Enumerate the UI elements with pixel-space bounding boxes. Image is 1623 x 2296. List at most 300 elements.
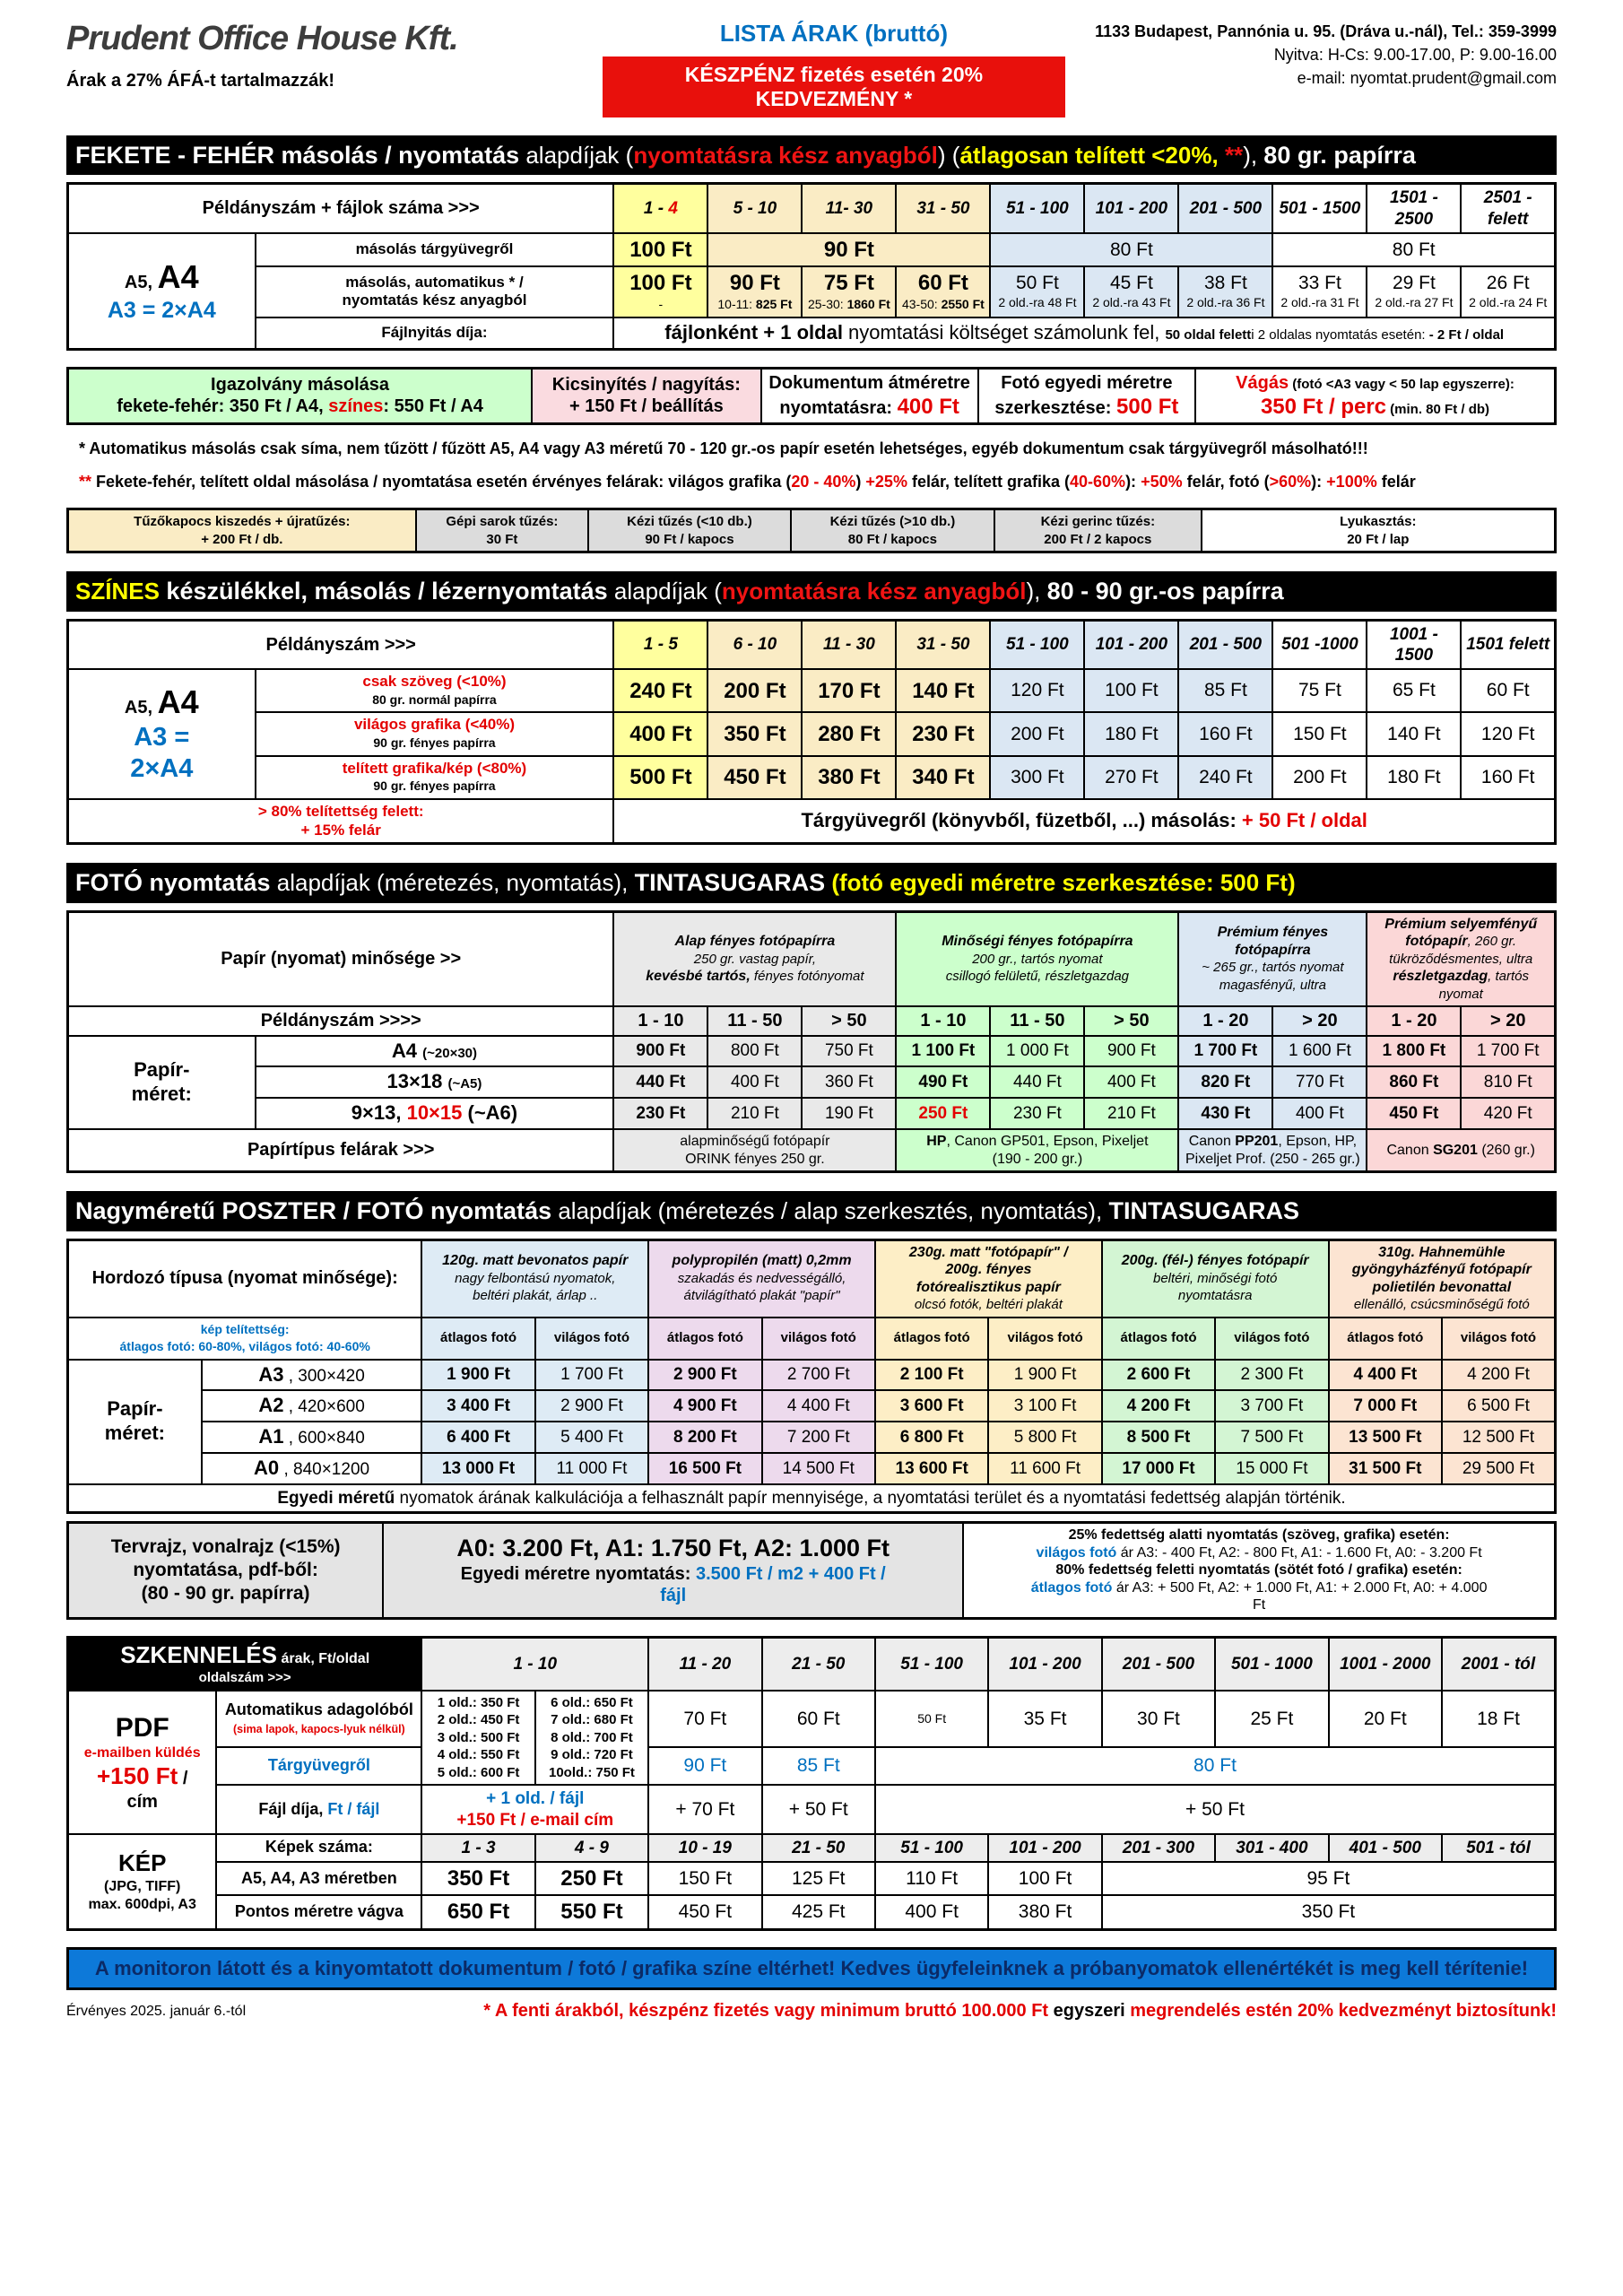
table-cell	[1367, 669, 1461, 712]
text-part: (80 - 90 gr. papírra)	[141, 1582, 310, 1604]
text-part: 51 - 100	[1006, 198, 1069, 218]
table-cell	[762, 1637, 875, 1691]
text-part: 51 - 100	[900, 1654, 964, 1674]
text-part: Minőségi fényes fotópapírra	[942, 934, 1133, 950]
photo-edit-box	[978, 368, 1195, 424]
table-cell	[613, 911, 896, 1006]
text-part: 1860 Ft	[846, 297, 890, 312]
text-part: 1501 - 2500	[1389, 188, 1438, 229]
text-part: egyszeri	[1053, 2001, 1125, 2022]
text-part: > 20	[1302, 1011, 1338, 1031]
table-cell	[990, 1098, 1084, 1129]
table-row	[68, 368, 1556, 424]
text-part: alapdíjak (méretezés / alap szerkesztés, nyomtatás),	[551, 1197, 1109, 1225]
text-part: e-mailben küldés	[83, 1745, 201, 1761]
text-part: ):	[1125, 473, 1141, 491]
table-cell	[875, 1360, 988, 1391]
text-part: átlagos fotó	[440, 1330, 517, 1346]
text-part: 4 900 Ft	[673, 1396, 737, 1416]
table-cell	[1178, 1066, 1272, 1098]
table-cell	[1178, 266, 1272, 317]
text-part: (~A6)	[462, 1101, 518, 1125]
table-cell	[68, 1006, 614, 1035]
table-cell	[1442, 1691, 1556, 1747]
table-cell	[990, 184, 1084, 233]
text-part: Canon	[1188, 1134, 1236, 1150]
table-cell	[707, 712, 802, 755]
text-part: 2×A4	[130, 754, 194, 784]
table-row	[68, 266, 1556, 317]
text-part: 1 700 Ft	[1476, 1041, 1540, 1061]
text-part: , tartós nyomat	[1438, 969, 1530, 1002]
text-part: 400 Ft	[1295, 1104, 1344, 1124]
table-cell	[613, 1006, 707, 1035]
paper-size-cell	[68, 1360, 202, 1484]
text-part: 140 Ft	[1387, 723, 1441, 744]
text-part: 201 - 500	[1189, 198, 1263, 218]
text-part: i 2 oldalas nyomtatás esetén:	[1251, 326, 1429, 343]
text-part: 1 800 Ft	[1382, 1041, 1446, 1061]
text-part: Példányszám + fájlok száma >>>	[202, 198, 480, 219]
text-part: 400 Ft	[730, 1073, 779, 1092]
table-cell	[1461, 1098, 1555, 1129]
text-part: 4 - 9	[574, 1838, 609, 1857]
text-part: beltéri plakát, árlap ..	[473, 1288, 598, 1304]
text-part: A4	[157, 683, 199, 721]
table-cell	[988, 1360, 1101, 1391]
table-cell	[1215, 1453, 1328, 1484]
text-part: 230 Ft	[1012, 1104, 1062, 1124]
saddle-staple-box	[994, 509, 1202, 552]
text-part: 95 Ft	[1306, 1867, 1350, 1889]
text-part: (190 - 200 gr.)	[992, 1151, 1083, 1167]
text-part: 2 old.-ra 48 Ft	[998, 295, 1077, 310]
text-part: Kicsinyítés / nagyítás:	[551, 375, 741, 396]
discount-note	[483, 2001, 1557, 2022]
text-part: +100%	[1326, 473, 1377, 491]
table-cell	[535, 1453, 648, 1484]
text-part: világos fotó	[1036, 1544, 1117, 1561]
text-part: 2 old.-ra 27 Ft	[1375, 295, 1454, 310]
table-cell	[1215, 1422, 1328, 1453]
text-part: , 600×840	[283, 1429, 365, 1448]
section-title-photo	[66, 863, 1557, 902]
text-part: 401 - 500	[1349, 1838, 1421, 1857]
text-part: +25%	[865, 473, 907, 491]
text-part: 5 400 Ft	[560, 1428, 623, 1448]
text-part: (260 gr.)	[1477, 1142, 1535, 1158]
text-part: Papír-	[107, 1397, 163, 1421]
table-row	[68, 1895, 1556, 1929]
table-cell	[1461, 1036, 1555, 1067]
table-row	[68, 1390, 1556, 1422]
table-cell	[707, 1098, 802, 1129]
text-part: nyomtatásra:	[779, 398, 898, 418]
text-part: 200 Ft	[1011, 723, 1064, 744]
table-cell	[896, 266, 990, 317]
text-part: 490 Ft	[918, 1073, 968, 1092]
table-cell	[1272, 1098, 1367, 1129]
text-part: 240 Ft	[1199, 766, 1253, 787]
table-cell	[1272, 669, 1367, 712]
text-part: 6 400 Ft	[447, 1428, 510, 1448]
text-part: A5,	[124, 698, 158, 718]
text-part: 180 Ft	[1105, 723, 1159, 744]
table-row	[68, 1239, 1556, 1318]
text-part: 150 Ft	[1293, 723, 1347, 744]
text-part: 21 - 50	[792, 1654, 846, 1674]
table-cell	[1178, 756, 1272, 799]
text-part: 425 Ft	[791, 1901, 846, 1923]
text-part: ),	[1243, 142, 1264, 169]
table-cell	[762, 1895, 875, 1929]
text-part: 43-50:	[901, 297, 942, 312]
text-part: , 840×1200	[279, 1460, 370, 1480]
text-part: 200 Ft / 2 kapocs	[1044, 531, 1152, 547]
table-cell	[762, 1453, 875, 1484]
text-part: , 300×420	[283, 1366, 365, 1386]
text-part: 100 Ft	[1105, 680, 1159, 701]
text-part: 3 700 Ft	[1240, 1396, 1304, 1416]
extra-services-row	[66, 367, 1557, 426]
table-cell	[896, 1066, 990, 1098]
table-cell	[1272, 1036, 1367, 1067]
text-part: átlagos fotó	[893, 1330, 970, 1346]
scan-table-host	[66, 1636, 1557, 1931]
text-part: 90 Ft	[729, 271, 780, 295]
text-part: világos fotó	[780, 1330, 856, 1346]
table-cell	[1461, 184, 1555, 233]
text-part: nyomtatás kész anyagból	[342, 291, 527, 309]
blueprint-host	[66, 1521, 1557, 1620]
text-part: 13 500 Ft	[1349, 1428, 1422, 1448]
text-part: árak, Ft/oldal	[277, 1650, 370, 1666]
text-part: Ft	[1252, 1597, 1266, 1613]
text-part: 90 Ft / kapocs	[645, 531, 734, 547]
text-part: 900 Ft	[636, 1041, 686, 1061]
text-part: 11 - 50	[727, 1011, 783, 1031]
table-cell	[421, 1318, 534, 1360]
table-cell	[421, 1360, 534, 1391]
table-cell	[256, 1066, 614, 1098]
table-cell	[802, 620, 896, 669]
table-cell	[988, 1390, 1101, 1422]
photo-table-host	[66, 910, 1557, 1173]
text-part: világos grafika (<40%)	[353, 716, 515, 734]
table-cell	[875, 1453, 988, 1484]
table-cell	[707, 1036, 802, 1067]
text-part: 770 Ft	[1295, 1073, 1344, 1092]
text-part: 101 - 200	[1095, 635, 1168, 655]
text-part: 2 old.-ra 31 Ft	[1280, 295, 1359, 310]
table-cell	[1442, 1637, 1556, 1691]
resize-box	[532, 368, 760, 424]
text-part: Tárgyüvegről (könyvből, füzetből, ...) másolás:	[801, 809, 1242, 832]
text-part: 101 - 200	[1095, 198, 1168, 218]
table-cell	[988, 1422, 1101, 1453]
text-part: 31 - 50	[916, 198, 970, 218]
table-cell	[875, 1390, 988, 1422]
text-part: 3 400 Ft	[447, 1396, 510, 1416]
paper-size-cell	[68, 1036, 256, 1129]
section-title-bw	[66, 135, 1557, 175]
table-cell	[68, 620, 614, 669]
text-part: 9 old.: 720 Ft	[551, 1747, 633, 1763]
section-title-color	[66, 571, 1557, 611]
table-cell	[802, 266, 896, 317]
text-part: + 200 Ft / db.	[201, 531, 283, 547]
text-part: 5 old.: 600 Ft	[437, 1764, 520, 1780]
text-part: 29 Ft	[1392, 272, 1436, 293]
text-part: 350 Ft / perc	[1260, 395, 1387, 419]
table-cell	[535, 1834, 648, 1862]
table-cell	[707, 1066, 802, 1098]
table-cell	[875, 1318, 988, 1360]
text-part: részletgazdag	[1393, 969, 1488, 985]
table-cell	[1272, 1006, 1367, 1035]
text-part: (fotó egyedi méretre szerkesztése: 500 Ft)	[825, 869, 1296, 897]
text-part: 200g. (fél-) fényes fotópapír	[1121, 1253, 1309, 1269]
text-part: )	[855, 473, 866, 491]
text-part: A5, A4, A3 méretben	[240, 1868, 397, 1887]
text-part: Vágás	[1236, 372, 1289, 393]
text-part: 160 Ft	[1199, 723, 1253, 744]
text-part: Alap fényes fotópapírra	[674, 934, 836, 950]
table-cell	[1329, 1422, 1442, 1453]
text-part: 200 gr., tartós nyomat	[972, 951, 1103, 967]
text-part: 85 Ft	[1203, 680, 1247, 701]
text-part: A4	[391, 1039, 423, 1062]
table-row	[68, 1523, 1556, 1619]
table-cell	[68, 184, 614, 233]
text-part: >60%	[1269, 473, 1312, 491]
vat-note: Árak a 27% ÁFÁ-t tartalmazzák!	[66, 71, 334, 91]
table-cell	[1084, 1036, 1178, 1067]
table-cell	[988, 1691, 1101, 1747]
text-part: Pontos méretre vágva	[234, 1901, 404, 1920]
table-cell	[1102, 1895, 1556, 1929]
text-part: kevésbé tartós,	[646, 969, 751, 985]
table-cell	[216, 1895, 421, 1929]
text-part: 100 Ft	[1018, 1867, 1072, 1889]
note-saturation-surcharge	[66, 473, 1557, 491]
table-cell	[256, 317, 614, 349]
table-cell	[1461, 712, 1555, 755]
text-part: ) (	[937, 142, 960, 169]
text-part: felár, telített grafika (	[907, 473, 1071, 491]
table-cell	[68, 911, 614, 1006]
text-part: 25-30:	[807, 297, 847, 312]
table-cell	[875, 1747, 1556, 1786]
table-cell	[613, 266, 707, 317]
table-cell	[535, 1318, 648, 1360]
text-part: 85 Ft	[796, 1755, 840, 1777]
text-part: * Automatikus másolás csak síma, nem tűzött / fűzött A5, A4 vagy A3 méretű 70 - 120 gr.-os papír esetén lehetséges, egyéb dokumentum csak tárgyüvegről másolható!!!	[79, 439, 1368, 458]
table-row	[68, 1691, 1556, 1747]
table-cell	[1442, 1834, 1556, 1862]
table-cell	[613, 1129, 896, 1172]
cutting-box	[1195, 368, 1556, 424]
text-part: Példányszám >>>>	[260, 1011, 421, 1031]
header-right	[1065, 20, 1557, 90]
text-part: 33 Ft	[1298, 272, 1341, 293]
text-part: 240 Ft	[629, 678, 692, 703]
text-part: 860 Ft	[1389, 1073, 1439, 1092]
table-cell	[896, 756, 990, 799]
machine-staple-box	[416, 509, 588, 552]
text-part: 11- 30	[825, 198, 873, 218]
text-part: 9×13,	[351, 1101, 407, 1125]
table-cell	[990, 1066, 1084, 1098]
text-part: tükröződésmentes, ultra	[1389, 951, 1533, 967]
text-part: 1 700 Ft	[560, 1365, 623, 1385]
table-cell	[613, 1066, 707, 1098]
table-cell	[613, 799, 1555, 844]
table-cell	[535, 1422, 648, 1453]
table-cell	[1329, 1453, 1442, 1484]
id-copy-box	[68, 368, 533, 424]
image-group-cell	[68, 1834, 217, 1929]
text-part: 1 - 20	[1391, 1011, 1437, 1031]
photo-price-table	[66, 910, 1557, 1173]
text-part: 280 Ft	[818, 721, 881, 746]
text-part: > 20	[1489, 1011, 1526, 1031]
text-part: olcsó fotók, beltéri plakát	[914, 1297, 1063, 1313]
text-part: **	[79, 473, 97, 491]
list-price-title: LISTA ÁRAK (bruttó)	[719, 20, 948, 47]
text-part: 30 Ft	[486, 531, 518, 547]
note-automatic-copy	[66, 439, 1557, 458]
text-part: 550 Ft	[560, 1900, 623, 1925]
text-part: alapdíjak (	[519, 142, 634, 169]
text-part: 38 Ft	[1203, 272, 1247, 293]
table-cell	[421, 1895, 534, 1929]
table-cell	[707, 756, 802, 799]
table-cell	[648, 1895, 761, 1929]
table-cell	[1178, 1006, 1272, 1035]
text-part: ),	[1026, 578, 1047, 605]
text-part: 420 Ft	[1483, 1104, 1532, 1124]
text-part: 80 Ft / kapocs	[847, 531, 937, 547]
table-row	[68, 317, 1556, 349]
text-part: A3 =	[134, 722, 190, 752]
table-row	[68, 1862, 1556, 1895]
table-cell	[421, 1691, 534, 1786]
table-cell	[1367, 1006, 1461, 1035]
table-cell	[875, 1239, 1102, 1318]
text-part: 15 000 Ft	[1236, 1458, 1308, 1478]
table-cell	[1329, 1637, 1442, 1691]
text-part: 51 - 100	[900, 1838, 964, 1857]
text-part: 1 - 10	[638, 1011, 684, 1031]
table-cell	[648, 1637, 761, 1691]
text-part: 60 Ft	[1486, 680, 1530, 701]
text-part: 190 Ft	[824, 1104, 873, 1124]
text-part: magasfényű, ultra	[1219, 977, 1326, 993]
table-cell	[535, 1895, 648, 1929]
table-cell	[535, 1360, 648, 1391]
text-part: ):	[1311, 473, 1327, 491]
table-cell	[896, 620, 990, 669]
text-part: 200 Ft	[724, 678, 786, 703]
table-cell	[802, 1066, 896, 1098]
table-cell	[1367, 911, 1555, 1006]
text-part: másolás tárgyüvegről	[355, 240, 514, 257]
text-part: 750 Ft	[824, 1041, 873, 1061]
table-cell	[256, 756, 614, 799]
text-part: 310g. Hahnemühle	[1378, 1244, 1506, 1260]
scan-title-cell	[68, 1637, 422, 1691]
table-row	[68, 1098, 1556, 1129]
table-cell	[256, 266, 614, 317]
text-part: A1	[258, 1425, 284, 1448]
table-cell	[1442, 1422, 1556, 1453]
text-part: 3 old.: 500 Ft	[437, 1729, 520, 1745]
staple-removal-box	[68, 509, 416, 552]
text-part: 820 Ft	[1201, 1073, 1251, 1092]
text-part: 40-60%	[1070, 473, 1126, 491]
text-part: Papírtípus felárak >>>	[247, 1140, 435, 1161]
color-table-host	[66, 619, 1557, 846]
text-part: (sima lapok, kapocs-lyuk nélkül)	[232, 1722, 405, 1735]
table-row	[68, 1360, 1556, 1391]
text-part: 825 Ft	[755, 297, 793, 312]
table-cell	[202, 1422, 422, 1453]
table-cell	[1178, 184, 1272, 233]
table-cell	[1461, 620, 1555, 669]
table-cell	[1084, 1066, 1178, 1098]
table-row	[68, 756, 1556, 799]
text-part: 7 500 Ft	[1240, 1428, 1304, 1448]
text-part: 12 500 Ft	[1462, 1428, 1535, 1448]
table-cell	[762, 1390, 875, 1422]
text-part: 230 Ft	[912, 721, 975, 746]
table-cell	[1178, 1129, 1367, 1172]
table-cell	[707, 669, 802, 712]
table-cell	[988, 1895, 1101, 1929]
text-part: Pixeljet Prof. (250 - 265 gr.)	[1185, 1151, 1360, 1167]
table-cell	[988, 1862, 1101, 1895]
table-cell	[648, 1862, 761, 1895]
table-cell	[1367, 266, 1461, 317]
table-cell	[1215, 1318, 1328, 1360]
table-cell	[1461, 1066, 1555, 1098]
text-part: FEKETE - FEHÉR másolás / nyomtatás	[75, 142, 520, 169]
table-cell	[1102, 1862, 1556, 1895]
text-part: + 50 Ft	[788, 1798, 848, 1820]
text-part: 16 500 Ft	[668, 1458, 742, 1478]
table-row	[68, 712, 1556, 755]
table-cell	[1102, 1834, 1215, 1862]
text-part: 300 Ft	[1011, 766, 1064, 787]
text-part: 301 - 400	[1236, 1838, 1308, 1857]
text-part: ellenálló, csúcsminőségű fotó	[1353, 1297, 1530, 1313]
text-part: nyomtatásra kész anyagból	[721, 578, 1027, 605]
text-part: Tűzőkapocs kiszedés + újratűzés:	[134, 514, 351, 530]
text-part: világos fotó	[1460, 1330, 1537, 1346]
table-cell	[1272, 620, 1367, 669]
text-part: 100 Ft	[629, 271, 692, 295]
table-cell	[1329, 1834, 1442, 1862]
table-cell	[802, 669, 896, 712]
text-part: készülékkel, másolás / lézernyomtatás	[159, 578, 608, 605]
table-row	[68, 1747, 1556, 1786]
text-part: 120 Ft	[1480, 723, 1535, 744]
table-cell	[990, 1006, 1084, 1035]
table-row	[68, 184, 1556, 233]
text-part: 1 - 3	[461, 1838, 496, 1857]
table-cell	[1367, 756, 1461, 799]
